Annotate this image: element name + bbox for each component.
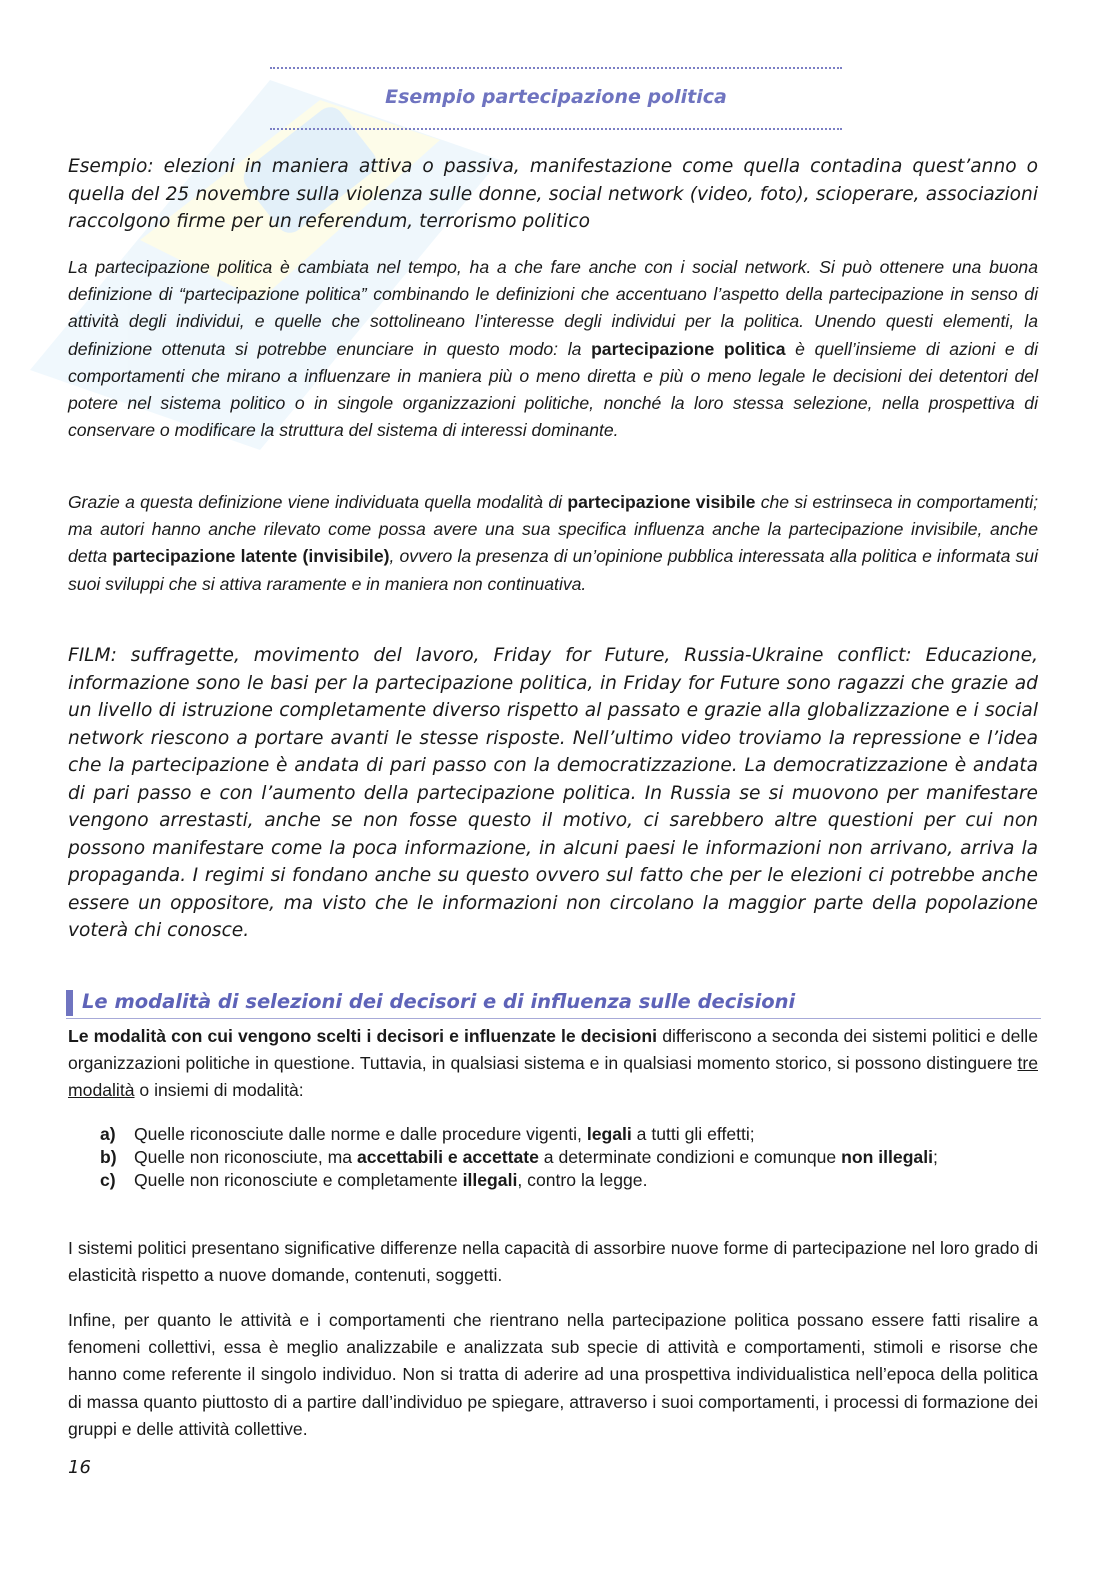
list-text: Quelle non riconosciute e completamente	[134, 1170, 463, 1190]
page-number: 16	[68, 1457, 91, 1478]
list-marker: b)	[100, 1147, 117, 1167]
list-item	[100, 1170, 647, 1191]
individual-paragraph	[68, 1307, 1038, 1443]
section-heading-bar	[66, 990, 73, 1016]
section-heading	[66, 988, 1041, 1019]
film-text: FILM: suffragette, movimento del lavoro, Friday for Future, Russia-Ukraine conflict: Educazione, informazione sono le basi per la partecipazione politica, in Friday for Future sono ragazzi che grazie ad un livello di istruzione completamente diverso rispetto al passato e grazie alla globalizzazione e i social network riescono a portare avanti le stesse risposte. Nell’ultimo video troviamo la repressione e l’idea che la partecipazione è andata di pari passo con la democratizzazione. La democratizzazione è andata di pari passo e con l’aumento della partecipazione politica. In Russia se si muovono per manifestare vengono arrestasti, anche se non fosse questo il motivo, ci sarebbero altre questioni per cui non possono manifestare come la poca informazione, in alcuni paesi le informazioni non arrivano, arriva la propaganda. I regimi si fondano anche su questo ovvero sul fatto che per le elezioni ci potrebbe anche essere un oppositore, ma visto che le informazioni non circolano la maggior parte della popolazione voterà chi conosce.	[68, 645, 1038, 941]
term-partecipazione-latente: partecipazione latente (invisibile)	[112, 546, 390, 567]
modalities-text	[68, 1023, 1038, 1105]
list-text: ;	[933, 1147, 938, 1167]
list-bold: accettabili e accettate	[356, 1147, 539, 1167]
section-title: Le modalità di selezioni dei decisori e di influenza sulle decisioni	[82, 990, 796, 1013]
elasticity-text: I sistemi politici presentano significative differenze nella capacità di assorbire nuove forme di partecipazione nel loro grado di elasticità rispetto a nuove domande, contenuti, soggetti.	[68, 1238, 1038, 1286]
list-item	[100, 1124, 755, 1145]
example-paragraph	[68, 153, 1038, 236]
list-text: a tutti gli effetti;	[631, 1124, 755, 1144]
list-bold: non illegali	[841, 1147, 933, 1167]
title-bottom-rule	[270, 128, 842, 130]
visibility-text	[68, 489, 1038, 598]
elasticity-paragraph	[68, 1235, 1038, 1289]
list-text: , contro la legge.	[517, 1170, 648, 1190]
definition-text-a: La partecipazione politica è cambiata nel tempo, ha a che fare anche con i social network. Si può ottenere una buona definizione di “partecipazione politica” combinando le definizioni che accentuano l’aspetto della partecipazione in senso di attività degli individui, e quelle che sottolineano l’interesse degli individui per la politica. Unendo questi elementi, la definizione ottenuta si potrebbe enunciare in questo modo: la	[68, 257, 1038, 359]
individual-text: Infine, per quanto le attività e i comportamenti che rientrano nella partecipazione politica possano essere fatti risalire a fenomeni collettivi, essa è meglio analizzabile e analizzata sub specie di attività e comportamenti, stimoli e risorse che hanno come referente il singolo individuo. Non si tratta di aderire ad una prospettiva individualistica nell’epoca della politica di massa quanto piuttosto di a partire dall’individuo pe spiegare, attraverso i suoi comportamenti, i processi di formazione dei gruppi e delle attività collettive.	[68, 1310, 1038, 1439]
definition-paragraph	[68, 254, 1038, 444]
modalities-paragraph	[68, 1023, 1038, 1105]
modalities-text-b: o insiemi di modalità:	[134, 1080, 304, 1101]
visibility-paragraph	[68, 489, 1038, 598]
definition-text-b: è quell’insieme di azioni e di comportamenti che mirano a influenzare in maniera più o meno diretta e più o meno legale le decisioni dei detentori del potere nel sistema politico o in singole organizzazioni politiche, nonché la loro stessa selezione, nella prospettiva di conservare o modificare la struttura del sistema di interessi dominante.	[68, 338, 1039, 441]
definition-text	[68, 254, 1038, 444]
visibility-text-a: Grazie a questa definizione viene individuata quella modalità di	[68, 492, 568, 512]
list-text: a determinate condizioni e comunque	[538, 1147, 842, 1167]
list-text: Quelle riconosciute dalle norme e dalle procedure vigenti,	[134, 1124, 587, 1144]
term-partecipazione-politica: partecipazione politica	[591, 338, 786, 359]
list-text: Quelle non riconosciute, ma	[134, 1147, 357, 1167]
list-marker: a)	[100, 1124, 116, 1144]
list-marker: c)	[100, 1170, 116, 1190]
modalities-text-a: differiscono a seconda dei sistemi politici e delle organizzazioni politiche in questione. Tuttavia, in qualsiasi sistema e in qualsiasi momento storico, si possono distinguere	[68, 1026, 1038, 1074]
film-paragraph	[68, 642, 1038, 945]
underlined-tre-modalita: tre modalità	[68, 1053, 1038, 1101]
list-bold: illegali	[462, 1170, 518, 1190]
title-top-rule	[270, 67, 842, 69]
list-bold: legali	[586, 1124, 632, 1144]
visibility-text-b: che si estrinseca in comportamenti; ma autori hanno anche rilevato come possa avere una sua specifica influenza anche la partecipazione invisibile, anche detta	[68, 492, 1039, 567]
example-text: Esempio: elezioni in maniera attiva o passiva, manifestazione come quella contadina quest’anno o quella del 25 novembre sulla violenza sulle donne, social network (video, foto), scioperare, associazioni raccolgono firme per un referendum, terrorismo politico	[68, 156, 1038, 232]
list-item	[100, 1147, 938, 1168]
page-title: Esempio partecipazione politica	[385, 86, 727, 108]
modalities-bold-lead: Le modalità con cui vengono scelti i decisori e influenzate le decisioni	[68, 1026, 658, 1046]
visibility-text-c: , ovvero la presenza di un’opinione pubblica interessata alla politica e informata sui suoi sviluppi che si attiva raramente e in maniera non continuativa.	[68, 546, 1038, 594]
term-partecipazione-visibile: partecipazione visibile	[567, 492, 756, 512]
